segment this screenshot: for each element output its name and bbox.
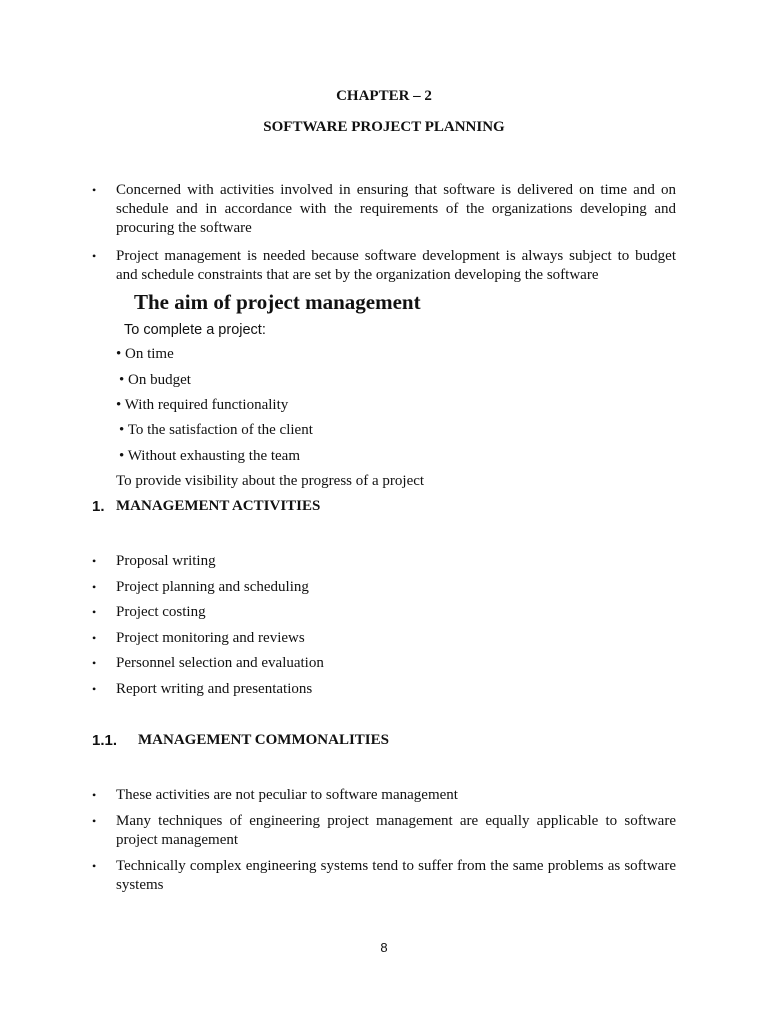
bullet-icon: • xyxy=(92,656,97,671)
aim-heading: The aim of project management xyxy=(134,290,421,314)
bullet-icon: • xyxy=(92,630,97,645)
list-item-text: Project planning and scheduling xyxy=(116,578,309,595)
list-item xyxy=(92,181,676,238)
bullet-icon: • xyxy=(92,605,97,620)
list-item-text: Personnel selection and evaluation xyxy=(116,655,324,672)
bullet-icon: • xyxy=(92,814,97,828)
list-item-text: Report writing and presentations xyxy=(116,680,313,697)
list-item xyxy=(92,578,676,604)
list-item-text: Many techniques of engineering project management are equally applicable to software project management xyxy=(116,813,676,848)
bullet-icon: • xyxy=(92,681,97,696)
aim-item-functionality: • With required functionality xyxy=(116,397,289,413)
aim-item-team: • Without exhausting the team xyxy=(119,448,301,464)
aim-visibility: To provide visibility about the progress of a project xyxy=(116,473,425,489)
list-item-text: Project management is needed because software development is always subject to budget and schedule constraints that are set by the organization developing the software xyxy=(116,248,676,283)
bullet-icon: • xyxy=(92,579,97,594)
aim-intro: To complete a project: xyxy=(124,322,266,338)
list-item-text: These activities are not peculiar to software management xyxy=(116,787,458,803)
aim-item-client: • To the satisfaction of the client xyxy=(119,422,313,438)
list-item xyxy=(92,680,676,706)
list-item-text: Proposal writing xyxy=(116,553,216,569)
bullet-icon: • xyxy=(92,183,97,197)
list-item xyxy=(92,812,676,850)
activities-list xyxy=(92,552,676,706)
subsection-number: 1.1. xyxy=(92,732,118,749)
list-item xyxy=(92,247,676,285)
intro-bullet-list xyxy=(92,181,676,238)
list-item xyxy=(92,786,676,805)
section-title: MANAGEMENT ACTIVITIES xyxy=(116,498,321,514)
list-item xyxy=(92,629,676,655)
chapter-title: SOFTWARE PROJECT PLANNING xyxy=(263,119,505,135)
list-item-text: Project costing xyxy=(116,604,206,621)
list-item xyxy=(92,552,676,578)
list-item xyxy=(92,654,676,680)
commonalities-list-3 xyxy=(92,857,676,895)
aim-item-on-time: • On time xyxy=(116,346,174,362)
aim-item-on-budget: • On budget xyxy=(119,372,191,388)
list-item-text: Technically complex engineering systems tend to suffer from the same problems as software systems xyxy=(116,858,676,893)
page-number: 8 xyxy=(380,940,388,955)
commonalities-list-1 xyxy=(92,786,676,805)
list-item xyxy=(92,603,676,629)
section-number: 1. xyxy=(92,498,105,515)
commonalities-list-2 xyxy=(92,812,676,850)
chapter-heading: CHAPTER – 2 xyxy=(336,88,432,104)
list-item-text: Concerned with activities involved in ensuring that software is delivered on time and on schedule and in accordance with the requirements of the organizations developing and procuring the software xyxy=(116,182,676,236)
bullet-icon: • xyxy=(92,788,97,802)
list-item xyxy=(92,857,676,895)
bullet-icon: • xyxy=(92,554,97,568)
bullet-icon: • xyxy=(92,249,97,263)
subsection-title: MANAGEMENT COMMONALITIES xyxy=(138,732,389,748)
list-item-text: Project monitoring and reviews xyxy=(116,629,305,646)
intro-bullet-list-2 xyxy=(92,247,676,285)
bullet-icon: • xyxy=(92,859,97,873)
